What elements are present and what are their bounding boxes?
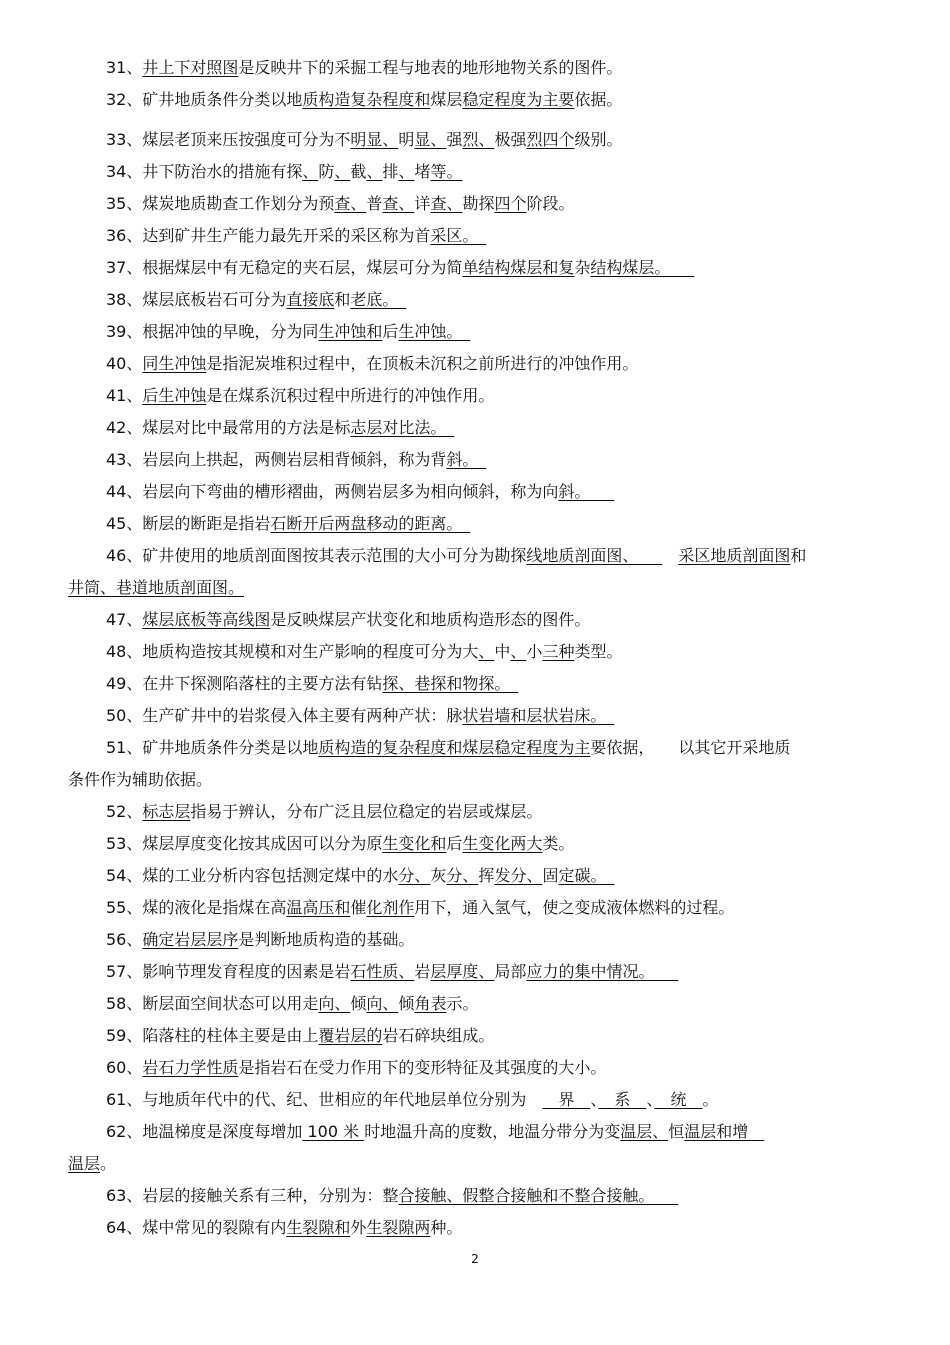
question-line [68, 828, 880, 860]
question-line [68, 1084, 880, 1116]
question-text: 阶段。 [526, 194, 575, 213]
question-text: 38、煤层底板岩石可分为 [106, 290, 287, 309]
question-text: 31、 [106, 58, 143, 77]
underlined-answer: 老底。 [350, 290, 407, 309]
underlined-answer: 单结构煤层和复 [462, 258, 575, 277]
question-text: 固 [542, 866, 559, 885]
underlined-answer: 、 [398, 162, 415, 181]
question-text: 45、断层的断距是指岩 [106, 514, 271, 533]
underlined-answer: 探、巷探和物探。 [382, 674, 519, 693]
underlined-answer: 状岩墙和层状岩床。 [462, 706, 615, 725]
question-text: 催 [350, 898, 367, 917]
underlined-answer: 、 [334, 162, 351, 181]
question-line [68, 988, 880, 1020]
question-line [68, 284, 880, 316]
underlined-answer: 采区地质剖面图 [678, 546, 791, 565]
question-line [68, 188, 880, 220]
question-text: 55、煤的液化是指煤在高 [106, 898, 287, 917]
page-number: 2 [471, 1252, 479, 1266]
question-text: 类。 [542, 834, 575, 853]
question-line [68, 316, 880, 348]
underlined-answer: 、 [302, 162, 319, 181]
question-text: 挥 [478, 866, 495, 885]
question-text: 。 [100, 1154, 117, 1173]
underlined-answer: 查、 [430, 194, 463, 213]
underlined-answer: 发分、 [494, 866, 543, 885]
question-list [68, 52, 880, 1244]
question-line [68, 444, 880, 476]
underlined-answer: 四个 [494, 194, 527, 213]
question-text: 后 [446, 834, 463, 853]
question-text: 明 [398, 130, 415, 149]
question-text: 58、断层面空间状态可以用走 [106, 994, 319, 1013]
underlined-answer: 显、 [414, 130, 447, 149]
question-text: 54、煤的工业分析内容包括测定煤中的水 [106, 866, 399, 885]
question-text: 灰 [430, 866, 447, 885]
question-continuation-line [68, 1148, 880, 1180]
question-text: 是判断地质构造的基础。 [238, 930, 415, 949]
underlined-answer: 角表 [414, 994, 447, 1013]
underlined-answer: 质构造复杂程度和 [302, 90, 431, 109]
question-line [68, 1180, 880, 1212]
question-text: 示。 [446, 994, 479, 1013]
question-continuation-line [68, 764, 880, 796]
question-text: 类型。 [574, 642, 623, 661]
question-text: 详 [414, 194, 431, 213]
question-text: 44、岩层向下弯曲的槽形褶曲，两侧岩层多为相向倾斜，称为向 [106, 482, 559, 501]
underlined-answer: 等。 [430, 162, 463, 181]
underlined-answer: 温层、 [620, 1122, 669, 1141]
question-text: 48、地质构造按其规模和对生产影响的程度可分为大 [106, 642, 479, 661]
question-text: 煤层 [430, 90, 463, 109]
question-continuation-line [68, 572, 880, 604]
question-line [68, 124, 880, 156]
question-text: 局部 [494, 962, 527, 981]
question-text: 是指泥炭堆积过程中，在顶板未沉积之前所进行的冲蚀作用。 [206, 354, 639, 373]
underlined-answer: 统 [654, 1090, 703, 1109]
underlined-answer: 烈、 [462, 130, 495, 149]
underlined-answer: 定碳。 [558, 866, 615, 885]
question-text: 和 [790, 546, 807, 565]
underlined-answer: 岩石力学性质 [142, 1058, 239, 1077]
question-text: 35、煤炭地质勘查工作划分为预 [106, 194, 335, 213]
question-text: 32、矿井地质条件分类以地 [106, 90, 303, 109]
underlined-answer: 直接底 [286, 290, 335, 309]
underlined-answer: 合接触、假整合接触和不整合接触。 [398, 1186, 679, 1205]
question-text: 依据。 [574, 90, 623, 109]
underlined-answer: 界 [542, 1090, 591, 1109]
question-text: 是反映煤层产状变化和地质构造形态的图件。 [270, 610, 591, 629]
question-line [68, 604, 880, 636]
question-text: 63、岩层的接触关系有三种，分别为：整 [106, 1186, 399, 1205]
underlined-answer: 煤层底板等高线图 [142, 610, 271, 629]
question-line [68, 860, 880, 892]
question-text: 。 [702, 1090, 719, 1109]
underlined-answer: 温层 [68, 1154, 101, 1173]
question-line [68, 156, 880, 188]
question-text: 中 [494, 642, 511, 661]
question-text: 普 [366, 194, 383, 213]
underlined-answer: 生裂隙和 [286, 1218, 351, 1237]
question-text: 56、 [106, 930, 143, 949]
underlined-answer: 同生冲蚀 [142, 354, 207, 373]
underlined-answer: 向、 [366, 994, 399, 1013]
underlined-answer: 、 [510, 642, 527, 661]
underlined-answer: 烈四个 [526, 130, 575, 149]
question-text: 要依据， 以其它开采地质 [590, 738, 791, 757]
question-text: 小 [526, 642, 543, 661]
underlined-answer: 生变化和 [382, 834, 447, 853]
question-text: 勘探 [462, 194, 495, 213]
underlined-answer: 生冲蚀。 [398, 322, 471, 341]
question-text: 岩 [414, 962, 431, 981]
underlined-answer: 查、 [334, 194, 367, 213]
underlined-answer: 分、 [398, 866, 431, 885]
underlined-answer: 分、 [446, 866, 479, 885]
question-line [68, 540, 880, 572]
question-line [68, 668, 880, 700]
question-text: 级别。 [574, 130, 623, 149]
underlined-answer: 、 [478, 642, 495, 661]
question-line [68, 1020, 880, 1052]
underlined-answer: 标志层 [142, 802, 191, 821]
question-text: 60、 [106, 1058, 143, 1077]
underlined-answer: 线地质剖面图、 [526, 546, 663, 565]
underlined-answer: 后生冲蚀 [142, 386, 207, 405]
question-text: 是在煤系沉积过程中所进行的冲蚀作用。 [206, 386, 495, 405]
question-text: 40、 [106, 354, 143, 373]
underlined-answer: 石断开后两盘移动的距离。 [270, 514, 471, 533]
question-text: 47、 [106, 610, 143, 629]
underlined-answer: 井上下对照图 [142, 58, 239, 77]
underlined-answer: 温高压和 [286, 898, 351, 917]
question-text: 指易于辨认，分布广泛且层位稳定的岩层或煤层。 [190, 802, 543, 821]
question-line [68, 220, 880, 252]
question-text: 34、井下防治水的措施有探 [106, 162, 303, 181]
question-text: 50、生产矿井中的岩浆侵入体主要有两种产状：脉 [106, 706, 463, 725]
question-line [68, 700, 880, 732]
question-text: 倾 [350, 994, 367, 1013]
question-text: 和 [334, 290, 351, 309]
question-text: 杂 [574, 258, 591, 277]
question-text: 57、影响节理发育程度的因素是岩 [106, 962, 351, 981]
question-line [68, 796, 880, 828]
underlined-answer: 质构造的复杂程度和煤层稳定程度为主 [318, 738, 591, 757]
underlined-answer: 三种 [542, 642, 575, 661]
underlined-answer: 生冲蚀和 [318, 322, 383, 341]
question-text: 43、岩层向上拱起，两侧岩层相背倾斜，称为背 [106, 450, 447, 469]
question-text: 排 [382, 162, 399, 181]
underlined-answer: 斜。 [558, 482, 615, 501]
question-line [68, 380, 880, 412]
question-line [68, 636, 880, 668]
question-text: 堵 [414, 162, 431, 181]
question-text: 种。 [430, 1218, 463, 1237]
question-line [68, 956, 880, 988]
underlined-answer: 井筒、巷道地质剖面图。 [68, 578, 245, 597]
underlined-answer: 结构煤层。 [590, 258, 695, 277]
question-text: 后 [382, 322, 399, 341]
question-text: 62、地温梯度是深度每增加 [106, 1122, 303, 1141]
underlined-answer: 向、 [318, 994, 351, 1013]
question-line [68, 732, 880, 764]
question-line [68, 348, 880, 380]
underlined-answer: 层厚度、 [430, 962, 495, 981]
underlined-answer: 石性质、 [350, 962, 415, 981]
question-text: 条件作为辅助依据。 [68, 770, 213, 789]
question-text: 41、 [106, 386, 143, 405]
underlined-answer: 系 [598, 1090, 647, 1109]
underlined-answer: 应力的集中情况。 [526, 962, 679, 981]
question-text: 49、在井下探测陷落柱的主要方法有钻 [106, 674, 383, 693]
question-line [68, 1052, 880, 1084]
question-text: 36、达到矿井生产能力最先开采的采区称为首 [106, 226, 431, 245]
question-text: 52、 [106, 802, 143, 821]
question-line [68, 1116, 880, 1148]
question-text: 33、煤层老顶来压按强度可分为不 [106, 130, 351, 149]
underlined-answer: 温层和增 [684, 1122, 765, 1141]
underlined-answer: 化剂作 [366, 898, 415, 917]
underlined-answer: 志层对比法。 [350, 418, 455, 437]
question-text: 强 [446, 130, 463, 149]
question-text: 、 [646, 1090, 655, 1109]
underlined-answer: 覆岩层的 [318, 1026, 383, 1045]
question-text: 是指岩石在受力作用下的变形特征及其强度的大小。 [238, 1058, 607, 1077]
question-line [68, 252, 880, 284]
question-line [68, 892, 880, 924]
question-text [662, 546, 678, 565]
question-text: 截 [350, 162, 367, 181]
question-text: 51、矿井地质条件分类是以地 [106, 738, 319, 757]
question-text: 46、矿井使用的地质剖面图按其表示范围的大小可分为勘探 [106, 546, 527, 565]
question-line [68, 924, 880, 956]
question-text: 时地温升高的度数，地温分带分为变 [364, 1122, 621, 1141]
question-text: 53、煤层厚度变化按其成因可以分为原 [106, 834, 383, 853]
question-text: 37、根据煤层中有无稳定的夹石层，煤层可分为简 [106, 258, 463, 277]
underlined-answer: 稳定程度为主要 [462, 90, 575, 109]
question-line [68, 476, 880, 508]
question-text: 是反映井下的采掘工程与地表的地形地物关系的图件。 [238, 58, 623, 77]
question-text: 岩石碎块组成。 [382, 1026, 495, 1045]
question-line [68, 84, 880, 116]
question-line [68, 52, 880, 84]
question-text: 39、根据冲蚀的早晚，分为同 [106, 322, 319, 341]
question-text: 42、煤层对比中最常用的方法是标 [106, 418, 351, 437]
underlined-answer: 确定岩层层序 [142, 930, 239, 949]
underlined-answer: 查、 [382, 194, 415, 213]
underlined-answer: 、 [366, 162, 383, 181]
question-text: 防 [318, 162, 335, 181]
underlined-answer: 采区。 [430, 226, 487, 245]
question-text: 64、煤中常见的裂隙有内 [106, 1218, 287, 1237]
question-text: 61、与地质年代中的代、纪、世相应的年代地层单位分别为 [106, 1090, 543, 1109]
question-line [68, 508, 880, 540]
question-line [68, 1212, 880, 1244]
question-text: 59、陷落柱的柱体主要是由上 [106, 1026, 319, 1045]
question-text: 、 [590, 1090, 599, 1109]
question-text: 极强 [494, 130, 527, 149]
underlined-answer: 100 米 [302, 1122, 365, 1141]
underlined-answer: 斜。 [446, 450, 487, 469]
underlined-answer: 生裂隙两 [366, 1218, 431, 1237]
question-line [68, 412, 880, 444]
underlined-answer: 明显、 [350, 130, 399, 149]
question-text: 用下，通入氢气，使之变成液体燃料的过程。 [414, 898, 735, 917]
question-text: 倾 [398, 994, 415, 1013]
underlined-answer: 生变化两大 [462, 834, 543, 853]
question-text: 外 [350, 1218, 367, 1237]
question-text: 恒 [668, 1122, 685, 1141]
